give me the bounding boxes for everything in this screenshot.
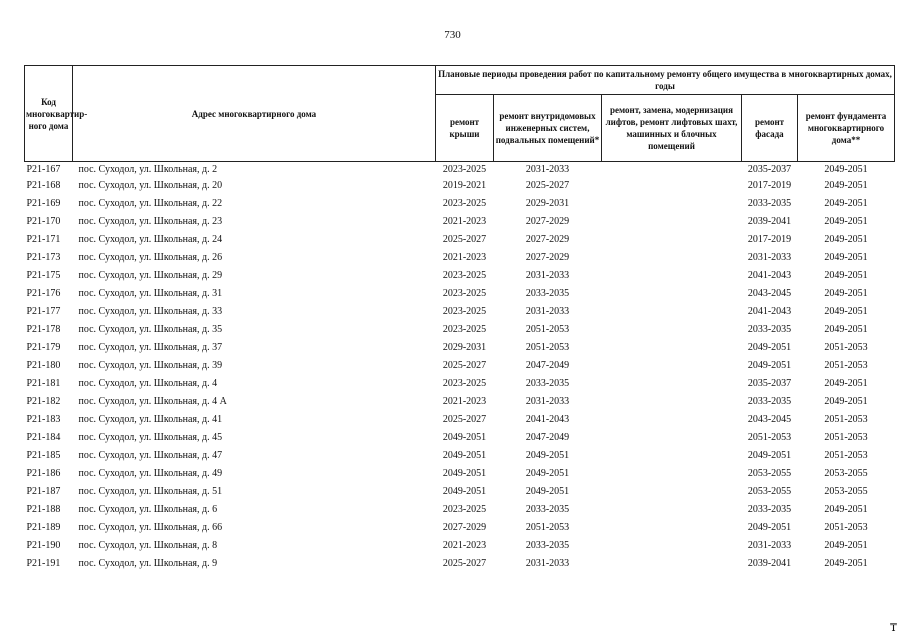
header-address: Адрес многоквартирного дома — [73, 66, 436, 162]
cell-code: Р21-170 — [26, 216, 61, 227]
cell-systems: 2047-2049 — [525, 432, 570, 443]
cell-facade: 2035-2037 — [747, 378, 792, 389]
cell-elevators — [602, 501, 742, 519]
cell-systems: 2047-2049 — [525, 360, 570, 371]
cell-address: пос. Суходол, ул. Школьная, д. 39 — [78, 360, 223, 371]
cell-foundation: 2051-2053 — [824, 360, 868, 371]
cell-facade: 2053-2055 — [747, 468, 792, 479]
cell-foundation: 2049-2051 — [824, 164, 868, 175]
cell-facade: 2051-2053 — [747, 432, 792, 443]
cell-address: пос. Суходол, ул. Школьная, д. 23 — [78, 216, 223, 227]
table-row — [25, 339, 895, 357]
cell-roof: 2021-2023 — [442, 396, 487, 407]
table-row — [25, 465, 895, 483]
cell-address: пос. Суходол, ул. Школьная, д. 24 — [78, 234, 223, 245]
cell-roof: 2049-2051 — [442, 450, 487, 461]
cell-code: Р21-180 — [26, 360, 61, 371]
table-row — [25, 483, 895, 501]
cell-facade: 2035-2037 — [747, 164, 792, 175]
cell-facade: 2031-2033 — [747, 252, 792, 263]
header-roof: ремонт крыши — [436, 95, 494, 162]
cell-address: пос. Суходол, ул. Школьная, д. 29 — [78, 270, 223, 281]
cell-foundation: 2051-2053 — [824, 450, 868, 461]
cell-address: пос. Суходол, ул. Школьная, д. 35 — [78, 324, 223, 335]
cell-elevators — [602, 177, 742, 195]
cell-foundation: 2049-2051 — [824, 504, 868, 515]
header-elevators: ремонт, замена, модернизация лифтов, ремонт лифтовых шахт, машинных и блочных помещений — [602, 95, 742, 162]
page-number: 730 — [444, 29, 461, 41]
table-header-row — [25, 66, 895, 95]
cell-address: пос. Суходол, ул. Школьная, д. 26 — [78, 252, 223, 263]
cell-roof: 2023-2025 — [442, 198, 487, 209]
cell-address: пос. Суходол, ул. Школьная, д. 37 — [78, 342, 223, 353]
cell-systems: 2033-2035 — [525, 288, 570, 299]
table-row — [25, 267, 895, 285]
cell-foundation: 2051-2053 — [824, 522, 868, 533]
cell-facade: 2033-2035 — [747, 324, 792, 335]
cell-elevators — [602, 213, 742, 231]
cell-address: пос. Суходол, ул. Школьная, д. 31 — [78, 288, 223, 299]
cell-code: Р21-181 — [26, 378, 61, 389]
cell-foundation: 2049-2051 — [824, 558, 868, 569]
cell-facade: 2053-2055 — [747, 486, 792, 497]
cell-roof: 2023-2025 — [442, 306, 487, 317]
cell-roof: 2023-2025 — [442, 504, 487, 515]
cell-code: Р21-191 — [26, 558, 61, 569]
cell-facade: 2041-2043 — [747, 270, 792, 281]
cell-systems: 2033-2035 — [525, 540, 570, 551]
cell-elevators — [602, 429, 742, 447]
table-row — [25, 321, 895, 339]
cell-foundation: 2051-2053 — [824, 342, 868, 353]
cell-elevators — [602, 249, 742, 267]
repair-schedule-table — [24, 65, 895, 573]
cell-facade: 2017-2019 — [747, 234, 792, 245]
cell-foundation: 2049-2051 — [824, 540, 868, 551]
table-row — [25, 249, 895, 267]
table-row — [25, 447, 895, 465]
cell-code: Р21-184 — [26, 432, 61, 443]
table-row — [25, 393, 895, 411]
cell-facade: 2033-2035 — [747, 198, 792, 209]
cell-systems: 2027-2029 — [525, 252, 570, 263]
table-row — [25, 429, 895, 447]
cell-address: пос. Суходол, ул. Школьная, д. 45 — [78, 432, 223, 443]
cell-elevators — [602, 162, 742, 178]
cell-elevators — [602, 555, 742, 573]
margin-mark: ₸ — [890, 622, 897, 634]
cell-elevators — [602, 411, 742, 429]
cell-facade: 2043-2045 — [747, 288, 792, 299]
cell-elevators — [602, 483, 742, 501]
cell-systems: 2031-2033 — [525, 558, 570, 569]
cell-roof: 2021-2023 — [442, 540, 487, 551]
cell-foundation: 2049-2051 — [824, 216, 868, 227]
cell-systems: 2033-2035 — [525, 378, 570, 389]
cell-code: Р21-175 — [26, 270, 61, 281]
table-row — [25, 411, 895, 429]
cell-foundation: 2051-2053 — [824, 414, 868, 425]
cell-address: пос. Суходол, ул. Школьная, д. 2 — [78, 164, 218, 175]
cell-elevators — [602, 321, 742, 339]
cell-roof: 2021-2023 — [442, 252, 487, 263]
cell-address: пос. Суходол, ул. Школьная, д. 49 — [78, 468, 223, 479]
cell-roof: 2025-2027 — [442, 558, 487, 569]
cell-address: пос. Суходол, ул. Школьная, д. 51 — [78, 486, 223, 497]
table-row — [25, 303, 895, 321]
cell-facade: 2049-2051 — [747, 450, 792, 461]
table-row — [25, 162, 895, 178]
cell-elevators — [602, 285, 742, 303]
cell-code: Р21-182 — [26, 396, 61, 407]
cell-address: пос. Суходол, ул. Школьная, д. 8 — [78, 540, 218, 551]
cell-code: Р21-186 — [26, 468, 61, 479]
cell-foundation: 2049-2051 — [824, 396, 868, 407]
cell-roof: 2023-2025 — [442, 270, 487, 281]
cell-code: Р21-177 — [26, 306, 61, 317]
cell-systems: 2031-2033 — [525, 270, 570, 281]
cell-foundation: 2049-2051 — [824, 198, 868, 209]
table-row — [25, 285, 895, 303]
table-row — [25, 177, 895, 195]
cell-elevators — [602, 339, 742, 357]
cell-systems: 2031-2033 — [525, 164, 570, 175]
cell-systems: 2049-2051 — [525, 486, 570, 497]
cell-address: пос. Суходол, ул. Школьная, д. 41 — [78, 414, 223, 425]
cell-code: Р21-188 — [26, 504, 61, 515]
cell-elevators — [602, 447, 742, 465]
cell-elevators — [602, 303, 742, 321]
cell-roof: 2029-2031 — [442, 342, 487, 353]
cell-elevators — [602, 195, 742, 213]
cell-foundation: 2049-2051 — [824, 378, 868, 389]
cell-systems: 2027-2029 — [525, 234, 570, 245]
cell-code: Р21-185 — [26, 450, 61, 461]
cell-systems: 2031-2033 — [525, 396, 570, 407]
cell-systems: 2051-2053 — [525, 522, 570, 533]
cell-foundation: 2053-2055 — [824, 468, 868, 479]
cell-facade: 2033-2035 — [747, 504, 792, 515]
cell-elevators — [602, 465, 742, 483]
cell-roof: 2025-2027 — [442, 234, 487, 245]
cell-systems: 2029-2031 — [525, 198, 570, 209]
table-row — [25, 501, 895, 519]
cell-elevators — [602, 393, 742, 411]
cell-facade: 2043-2045 — [747, 414, 792, 425]
cell-facade: 2049-2051 — [747, 360, 792, 371]
cell-code: Р21-178 — [26, 324, 61, 335]
header-periods: Плановые периоды проведения работ по капитальному ремонту общего имущества в многоквартирных домах, годы — [436, 66, 895, 95]
cell-roof: 2049-2051 — [442, 432, 487, 443]
cell-code: Р21-176 — [26, 288, 61, 299]
cell-facade: 2041-2043 — [747, 306, 792, 317]
cell-roof: 2049-2051 — [442, 486, 487, 497]
cell-address: пос. Суходол, ул. Школьная, д. 6 — [78, 504, 218, 515]
cell-foundation: 2049-2051 — [824, 234, 868, 245]
cell-roof: 2019-2021 — [442, 180, 487, 191]
table-row — [25, 375, 895, 393]
header-code: Код многоквартир-ного дома — [25, 66, 73, 162]
cell-code: Р21-167 — [26, 164, 61, 175]
cell-facade: 2039-2041 — [747, 216, 792, 227]
cell-facade: 2033-2035 — [747, 396, 792, 407]
cell-facade: 2031-2033 — [747, 540, 792, 551]
cell-code: Р21-179 — [26, 342, 61, 353]
table-body — [25, 162, 895, 574]
table-row — [25, 537, 895, 555]
cell-foundation: 2049-2051 — [824, 180, 868, 191]
cell-address: пос. Суходол, ул. Школьная, д. 20 — [78, 180, 223, 191]
cell-foundation: 2051-2053 — [824, 432, 868, 443]
cell-roof: 2025-2027 — [442, 414, 487, 425]
table-row — [25, 213, 895, 231]
cell-facade: 2049-2051 — [747, 522, 792, 533]
cell-code: Р21-189 — [26, 522, 61, 533]
cell-facade: 2017-2019 — [747, 180, 792, 191]
cell-systems: 2033-2035 — [525, 504, 570, 515]
cell-systems: 2027-2029 — [525, 216, 570, 227]
cell-address: пос. Суходол, ул. Школьная, д. 47 — [78, 450, 223, 461]
cell-address: пос. Суходол, ул. Школьная, д. 9 — [78, 558, 218, 569]
cell-elevators — [602, 519, 742, 537]
cell-systems: 2031-2033 — [525, 306, 570, 317]
cell-roof: 2049-2051 — [442, 468, 487, 479]
cell-elevators — [602, 357, 742, 375]
table-row — [25, 195, 895, 213]
cell-systems: 2051-2053 — [525, 324, 570, 335]
cell-address: пос. Суходол, ул. Школьная, д. 22 — [78, 198, 223, 209]
cell-code: Р21-183 — [26, 414, 61, 425]
cell-roof: 2023-2025 — [442, 288, 487, 299]
cell-roof: 2025-2027 — [442, 360, 487, 371]
cell-roof: 2023-2025 — [442, 378, 487, 389]
cell-address: пос. Суходол, ул. Школьная, д. 66 — [78, 522, 223, 533]
cell-systems: 2025-2027 — [525, 180, 570, 191]
cell-foundation: 2049-2051 — [824, 324, 868, 335]
cell-address: пос. Суходол, ул. Школьная, д. 4 А — [78, 396, 227, 407]
cell-systems: 2051-2053 — [525, 342, 570, 353]
cell-roof: 2023-2025 — [442, 324, 487, 335]
cell-systems: 2049-2051 — [525, 468, 570, 479]
cell-elevators — [602, 375, 742, 393]
cell-code: Р21-190 — [26, 540, 61, 551]
cell-foundation: 2049-2051 — [824, 270, 868, 281]
table-row — [25, 357, 895, 375]
cell-roof: 2027-2029 — [442, 522, 487, 533]
cell-foundation: 2049-2051 — [824, 306, 868, 317]
cell-code: Р21-168 — [26, 180, 61, 191]
cell-facade: 2039-2041 — [747, 558, 792, 569]
cell-elevators — [602, 537, 742, 555]
header-systems: ремонт внутридомовых инженерных систем, подвальных помещений* — [494, 95, 602, 162]
cell-foundation: 2053-2055 — [824, 486, 868, 497]
cell-roof: 2021-2023 — [442, 216, 487, 227]
cell-foundation: 2049-2051 — [824, 252, 868, 263]
cell-code: Р21-187 — [26, 486, 61, 497]
cell-foundation: 2049-2051 — [824, 288, 868, 299]
table-row — [25, 231, 895, 249]
header-foundation: ремонт фундамента многоквартирного дома** — [798, 95, 895, 162]
cell-code: Р21-171 — [26, 234, 61, 245]
cell-code: Р21-169 — [26, 198, 61, 209]
cell-systems: 2041-2043 — [525, 414, 570, 425]
cell-elevators — [602, 267, 742, 285]
cell-address: пос. Суходол, ул. Школьная, д. 4 — [78, 378, 218, 389]
cell-address: пос. Суходол, ул. Школьная, д. 33 — [78, 306, 223, 317]
cell-code: Р21-173 — [26, 252, 61, 263]
cell-elevators — [602, 231, 742, 249]
table-row — [25, 555, 895, 573]
cell-facade: 2049-2051 — [747, 342, 792, 353]
cell-systems: 2049-2051 — [525, 450, 570, 461]
table-row — [25, 519, 895, 537]
cell-roof: 2023-2025 — [442, 164, 487, 175]
header-facade: ремонт фасада — [742, 95, 798, 162]
